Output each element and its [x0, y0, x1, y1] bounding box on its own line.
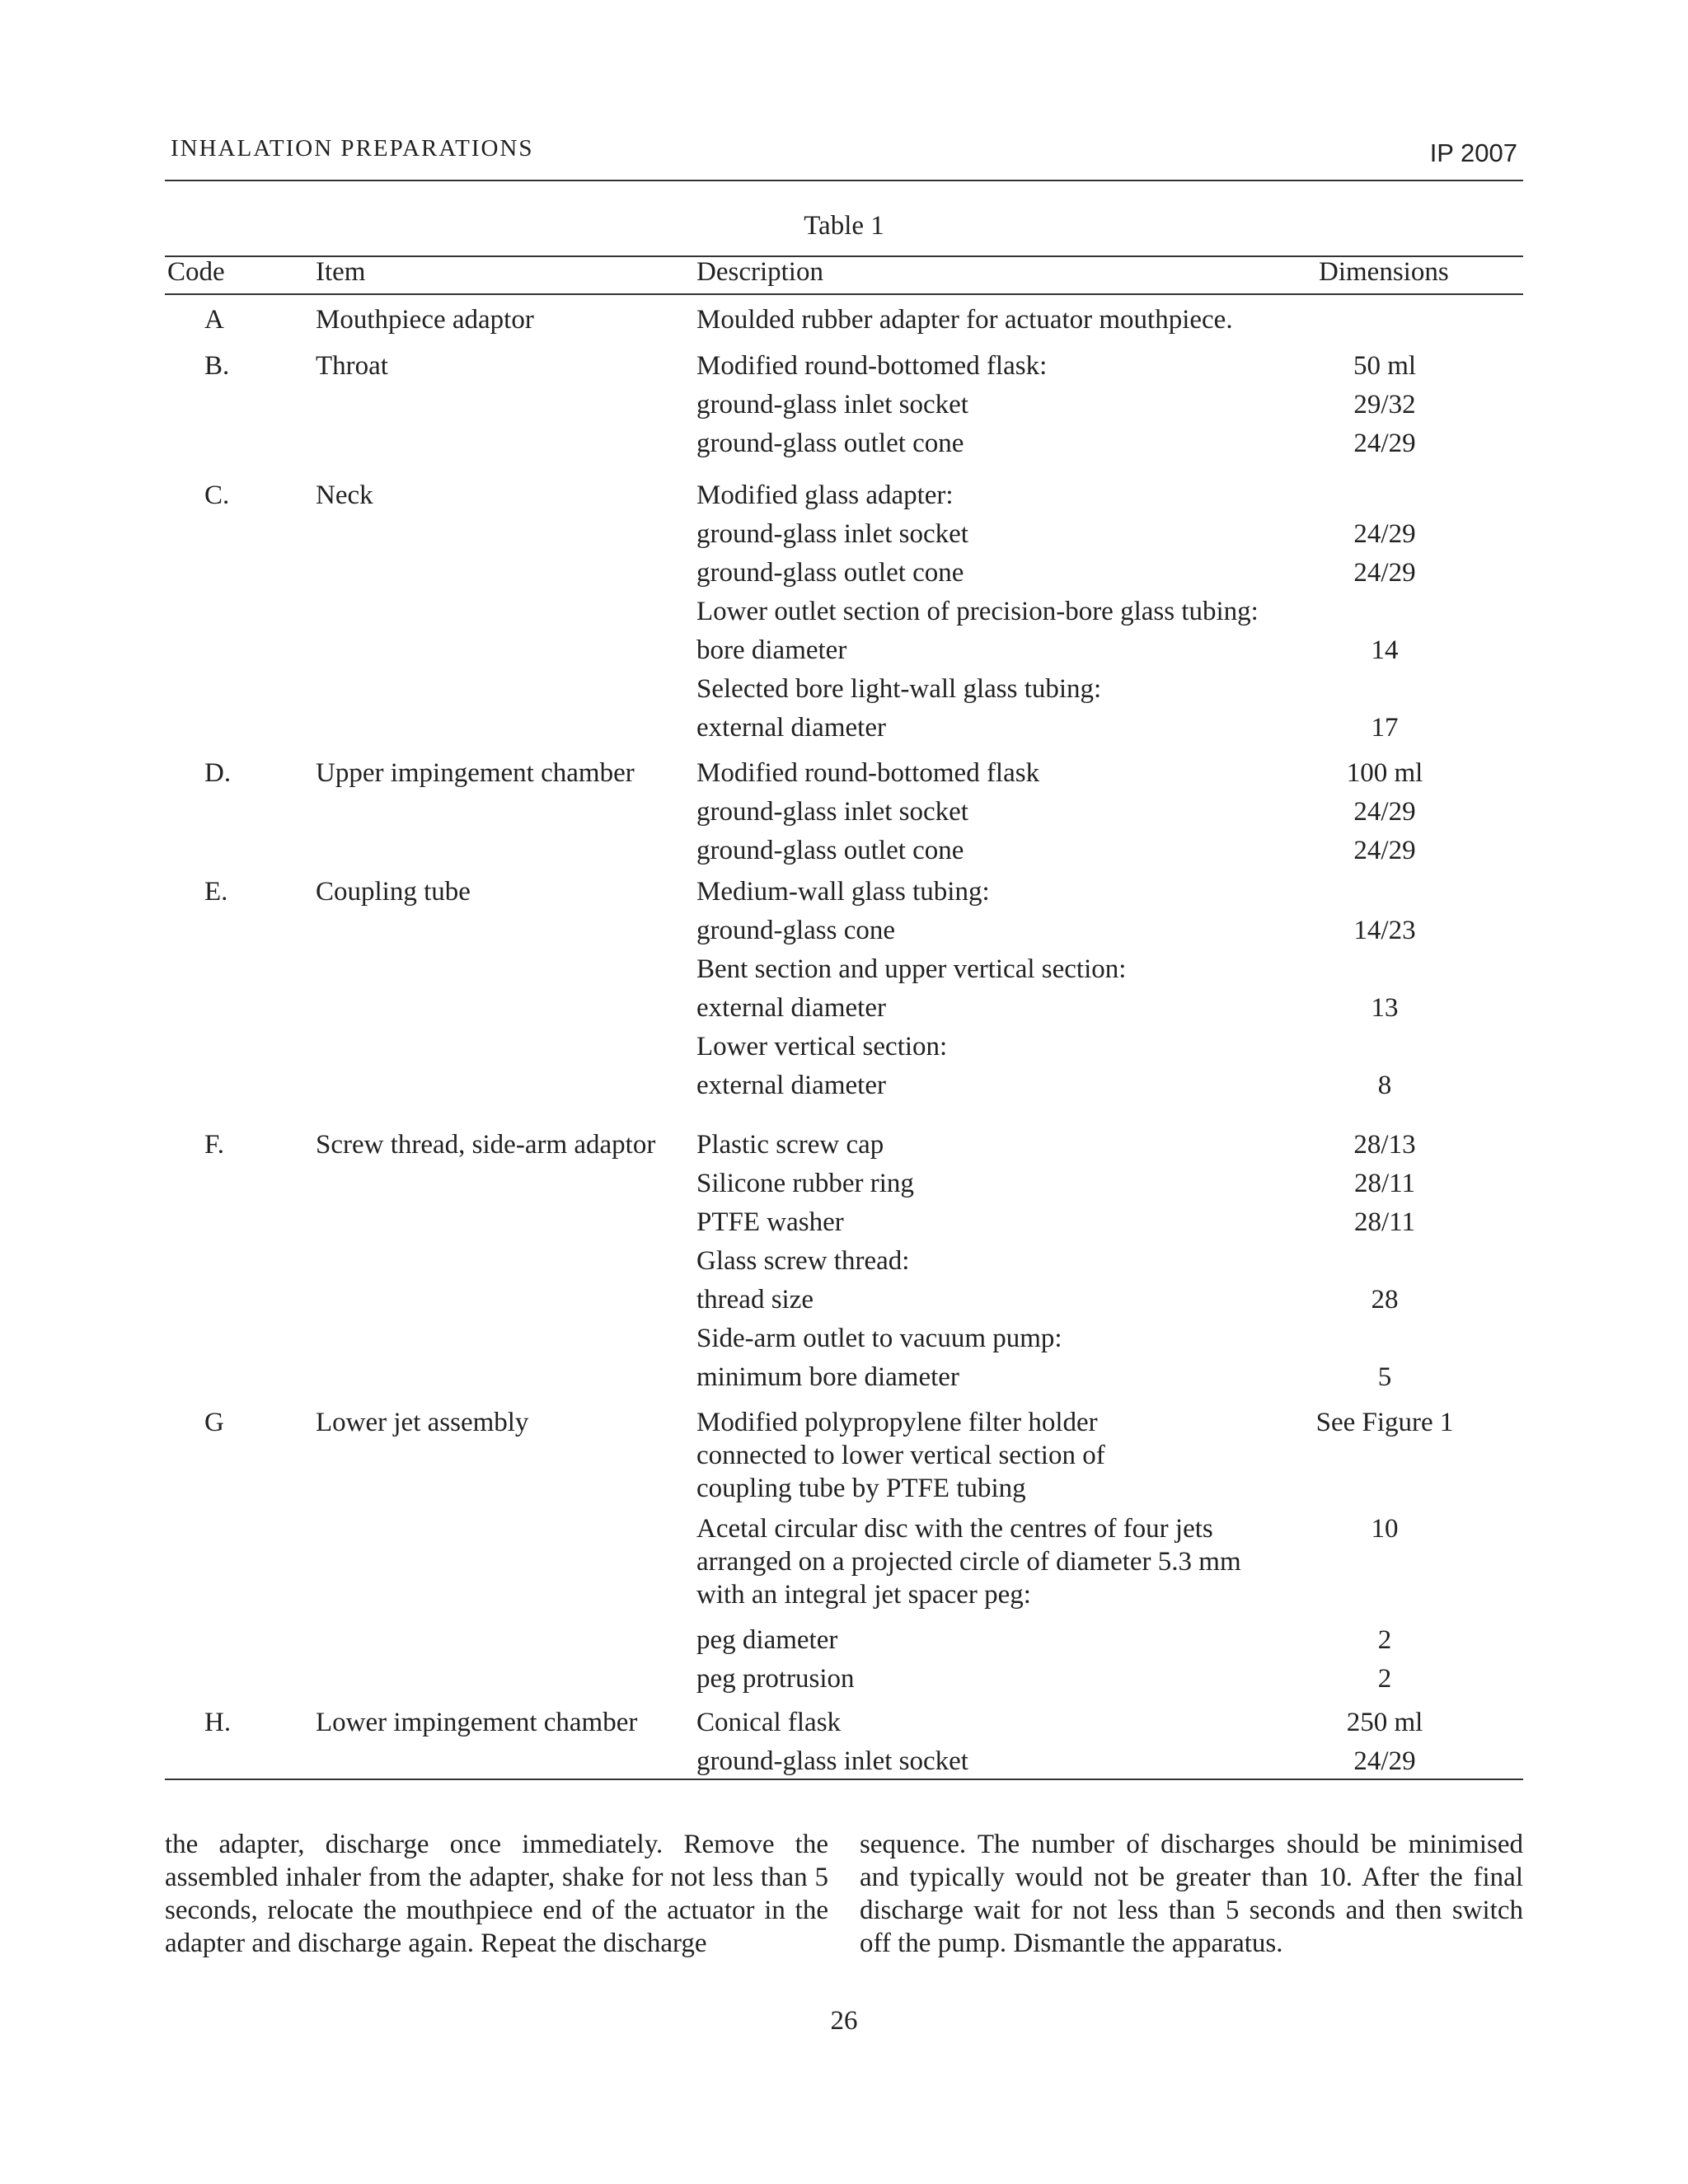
row-item: Mouthpiece adaptor	[316, 305, 534, 335]
row-description: ground-glass inlet socket	[696, 1746, 968, 1776]
header-rule	[165, 180, 1523, 181]
row-dimension: 250 ml	[1346, 1708, 1423, 1737]
row-item: Coupling tube	[316, 877, 471, 907]
row-dimension: 28/11	[1354, 1207, 1415, 1237]
row-description: ground-glass inlet socket	[696, 519, 968, 549]
row-code: G	[204, 1408, 224, 1437]
table-bottom-rule	[165, 1779, 1523, 1780]
row-description: coupling tube by PTFE tubing	[696, 1474, 1026, 1503]
row-description: minimum bore diameter	[696, 1362, 959, 1392]
row-description: ground-glass outlet cone	[696, 558, 964, 588]
row-item: Neck	[316, 480, 373, 510]
row-description: Lower outlet section of precision-bore glass tubing:	[696, 597, 1259, 626]
row-dimension: 24/29	[1353, 1746, 1416, 1776]
row-dimension: 28/13	[1353, 1130, 1416, 1160]
row-description: Glass screw thread:	[696, 1246, 910, 1276]
row-description: external diameter	[696, 713, 886, 743]
row-item: Upper impingement chamber	[316, 758, 635, 788]
row-description: external diameter	[696, 1071, 886, 1100]
body-text-right-column: sequence. The number of discharges should be minimised and typically would not be greater than 10. After the final discharge wait for not less than 5 seconds and then switch off the pump. Dismantle the apparatus.	[860, 1830, 1523, 1958]
row-item: Throat	[316, 351, 388, 381]
row-dimension: 24/29	[1353, 836, 1416, 865]
row-description: Modified polypropylene filter holder	[696, 1408, 1098, 1437]
row-dimension: 14/23	[1353, 916, 1416, 945]
row-code: A	[204, 305, 224, 335]
row-dimension: 28	[1371, 1285, 1399, 1315]
row-description: peg protrusion	[696, 1664, 855, 1694]
row-description: Modified round-bottomed flask:	[696, 351, 1048, 381]
row-code: B.	[204, 351, 230, 381]
row-description: Side-arm outlet to vacuum pump:	[696, 1324, 1062, 1353]
row-dimension: 100 ml	[1346, 758, 1423, 788]
row-description: ground-glass cone	[696, 916, 896, 945]
row-code: C.	[204, 480, 230, 510]
row-description: Modified round-bottomed flask	[696, 758, 1040, 788]
row-description: Lower vertical section:	[696, 1032, 948, 1062]
row-dimension: 13	[1371, 993, 1399, 1023]
column-header-code: Code	[167, 257, 225, 287]
row-dimension: 2	[1377, 1625, 1392, 1655]
row-description: Acetal circular disc with the centres of four jets	[696, 1514, 1213, 1544]
row-dimension: 28/11	[1354, 1169, 1415, 1198]
row-dimension: 24/29	[1353, 429, 1416, 458]
row-description: peg diameter	[696, 1625, 838, 1655]
column-header-description: Description	[696, 257, 823, 287]
row-dimension: 8	[1377, 1071, 1392, 1100]
row-dimension: See Figure 1	[1315, 1408, 1454, 1437]
row-dimension: 24/29	[1353, 797, 1416, 827]
row-description: ground-glass outlet cone	[696, 429, 964, 458]
column-header-item: Item	[316, 257, 366, 287]
row-code: H.	[204, 1708, 232, 1737]
row-code: E.	[204, 877, 228, 907]
row-item: Lower impingement chamber	[316, 1708, 638, 1737]
row-description: Plastic screw cap	[696, 1130, 884, 1160]
row-description: ground-glass inlet socket	[696, 797, 968, 827]
row-dimension: 5	[1377, 1362, 1392, 1392]
row-description: Bent section and upper vertical section:	[696, 954, 1127, 984]
row-description: external diameter	[696, 993, 886, 1023]
column-header-dimensions: Dimensions	[1319, 257, 1449, 287]
row-description: Modified glass adapter:	[696, 480, 954, 510]
row-description: Silicone rubber ring	[696, 1169, 914, 1198]
row-dimension: 14	[1371, 635, 1399, 665]
body-text-left-column: the adapter, discharge once immediately. Remove the assembled inhaler from the adapter, shake for not less than 5 seconds, relocate the mouthpiece end of the actuator in the adapter and discharge again. Repeat the discharge	[165, 1830, 828, 1958]
running-header-section: INHALATION PREPARATIONS	[171, 135, 534, 162]
row-item: Screw thread, side-arm adaptor	[316, 1130, 656, 1160]
table-header-rule	[165, 293, 1523, 295]
row-dimension: 2	[1377, 1664, 1392, 1694]
row-description: bore diameter	[696, 635, 847, 665]
row-code: F.	[204, 1130, 224, 1160]
table-title: Table 1	[804, 211, 884, 241]
row-description: PTFE washer	[696, 1207, 844, 1237]
running-header-edition: IP 2007	[1429, 138, 1517, 167]
row-description: with an integral jet spacer peg:	[696, 1580, 1031, 1610]
row-description: Medium-wall glass tubing:	[696, 877, 990, 907]
row-description: arranged on a projected circle of diameter 5.3 mm	[696, 1547, 1241, 1577]
row-dimension: 50 ml	[1353, 351, 1417, 381]
row-description: Moulded rubber adapter for actuator mouthpiece.	[696, 305, 1233, 335]
row-item: Lower jet assembly	[316, 1408, 529, 1437]
row-description: connected to lower vertical section of	[696, 1441, 1105, 1470]
row-description: ground-glass outlet cone	[696, 836, 964, 865]
row-dimension: 29/32	[1353, 390, 1416, 419]
row-dimension: 10	[1371, 1514, 1399, 1544]
row-description: ground-glass inlet socket	[696, 390, 968, 419]
row-description: thread size	[696, 1285, 814, 1315]
row-description: Selected bore light-wall glass tubing:	[696, 674, 1102, 704]
row-dimension: 24/29	[1353, 519, 1416, 549]
row-code: D.	[204, 758, 232, 788]
row-dimension: 24/29	[1353, 558, 1416, 588]
page-number: 26	[830, 2006, 858, 2036]
row-description: Conical flask	[696, 1708, 842, 1737]
row-dimension: 17	[1371, 713, 1399, 743]
